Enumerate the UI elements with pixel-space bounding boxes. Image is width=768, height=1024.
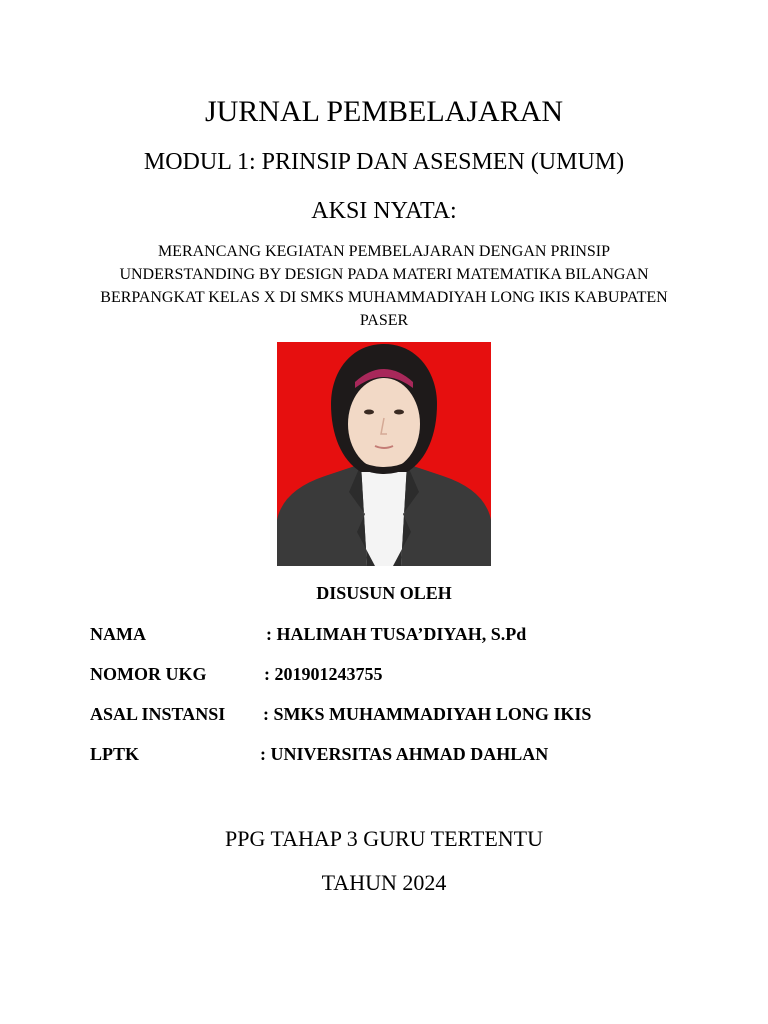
photo-shirt bbox=[361, 464, 407, 566]
author-photo bbox=[277, 342, 491, 566]
info-row-asal-instansi bbox=[90, 701, 710, 727]
info-label: NAMA bbox=[90, 624, 146, 644]
info-value: : 201901243755 bbox=[264, 664, 383, 684]
project-subtitle: MERANCANG KEGIATAN PEMBELAJARAN DENGAN PRINSIP UNDERSTANDING BY DESIGN PADA MATERI MATEMATIKA BILANGAN BERPANGKAT KELAS X DI SMKS MUHAMMADIYAH LONG IKIS KABUPATEN PASER bbox=[100, 243, 668, 329]
info-row-lptk bbox=[90, 741, 710, 767]
module-title: MODUL 1: PRINSIP DAN ASESMEN (UMUM) bbox=[143, 149, 625, 175]
photo-face bbox=[348, 378, 420, 470]
info-label: NOMOR UKG bbox=[90, 664, 207, 684]
info-value: : UNIVERSITAS AHMAD DAHLAN bbox=[260, 744, 549, 764]
info-label: LPTK bbox=[90, 744, 140, 764]
info-label: ASAL INSTANSI bbox=[90, 704, 226, 724]
byline-heading: DISUSUN OLEH bbox=[316, 583, 452, 603]
info-row-nomor-ukg bbox=[90, 661, 710, 687]
program-name: PPG TAHAP 3 GURU TERTENTU bbox=[225, 826, 543, 851]
document-title: JURNAL PEMBELAJARAN bbox=[204, 95, 564, 128]
year-label: TAHUN 2024 bbox=[321, 870, 447, 895]
info-row-nama bbox=[90, 621, 710, 647]
info-value: : SMKS MUHAMMADIYAH LONG IKIS bbox=[263, 704, 592, 724]
info-value: : HALIMAH TUSA’DIYAH, S.Pd bbox=[266, 624, 527, 644]
section-heading: AKSI NYATA: bbox=[311, 198, 457, 224]
